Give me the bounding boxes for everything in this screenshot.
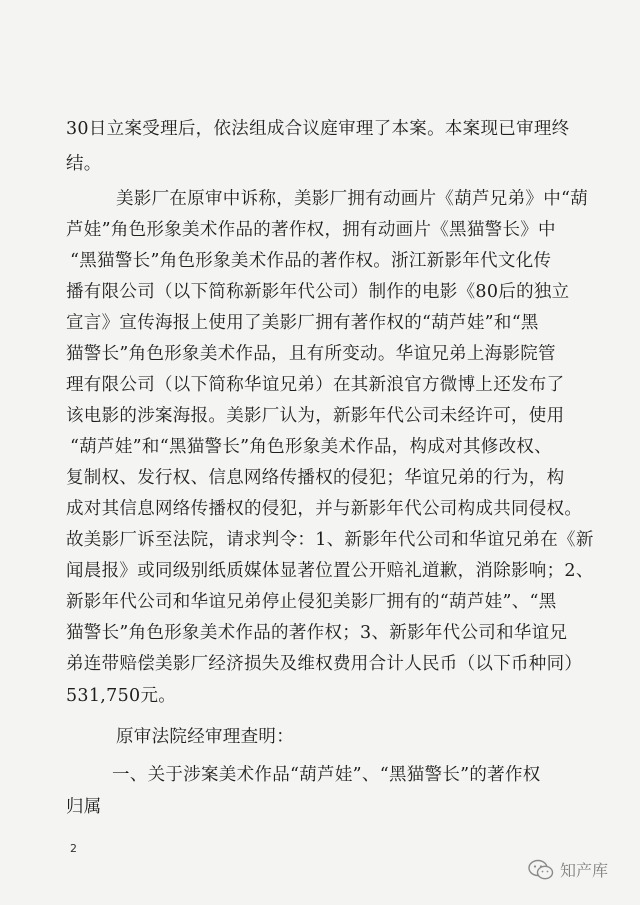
document-text-line: 531,750元。 bbox=[66, 686, 177, 706]
watermark bbox=[528, 858, 608, 881]
wechat-icon bbox=[528, 859, 554, 881]
document-text-line: 播有限公司（以下简称新影年代公司）制作的电影《80后的独立 bbox=[66, 282, 570, 302]
document-text-line: 该电影的涉案海报。美影厂认为，新影年代公司未经许可，使用 bbox=[66, 406, 565, 426]
document-text-line: 原审法院经审理查明： bbox=[116, 727, 294, 747]
page-number: 2 bbox=[70, 842, 77, 855]
document-text-line: 猫警长”角色形象美术作品的著作权；3、新影年代公司和华谊兄 bbox=[66, 623, 568, 643]
document-text-line: 芦娃”角色形象美术作品的著作权，拥有动画片《黑猫警长》中 bbox=[66, 220, 556, 240]
watermark-text: 知产库 bbox=[560, 861, 609, 880]
document-text-line: 故美影厂诉至法院，请求判令：1、新影年代公司和华谊兄弟在《新 bbox=[66, 530, 594, 550]
document-text-line: 猫警长”角色形象美术作品，且有所变动。华谊兄弟上海影院管 bbox=[66, 344, 556, 364]
document-text-line: 一、关于涉案美术作品“葫芦娃”、“黑猫警长”的著作权 bbox=[112, 765, 541, 785]
document-text-line: 结。 bbox=[66, 154, 102, 174]
document-text-line: 30日立案受理后，依法组成合议庭审理了本案。本案现已审理终 bbox=[66, 119, 570, 139]
document-text-line: 理有限公司（以下简称华谊兄弟）在其新浪官方微博上还发布了 bbox=[66, 375, 565, 395]
document-text-line: 复制权、发行权、信息网络传播权的侵犯；华谊兄弟的行为，构 bbox=[66, 468, 565, 488]
document-text-line: 美影厂在原审中诉称，美影厂拥有动画片《葫芦兄弟》中“葫 bbox=[116, 189, 589, 209]
document-text-line: 闻晨报》或同级别纸质媒体显著位置公开赔礼道歉，消除影响；2、 bbox=[66, 561, 594, 581]
document-text-line: “黑猫警长”角色形象美术作品的著作权。浙江新影年代文化传 bbox=[70, 251, 552, 271]
document-text-line: 归属 bbox=[66, 797, 102, 817]
document-text-line: 弟连带赔偿美影厂经济损失及维权费用合计人民币（以下币种同） bbox=[66, 654, 583, 674]
document-text-line: 成对其信息网络传播权的侵犯，并与新影年代公司构成共同侵权。 bbox=[66, 499, 583, 519]
document-text-line: 新影年代公司和华谊兄弟停止侵犯美影厂拥有的“葫芦娃”、“黑 bbox=[66, 592, 557, 612]
document-text-line: 宣言》宣传海报上使用了美影厂拥有著作权的“葫芦娃”和“黑 bbox=[66, 313, 539, 333]
document-text-line: “葫芦娃”和“黑猫警长”角色形象美术作品，构成对其修改权、 bbox=[70, 437, 552, 457]
